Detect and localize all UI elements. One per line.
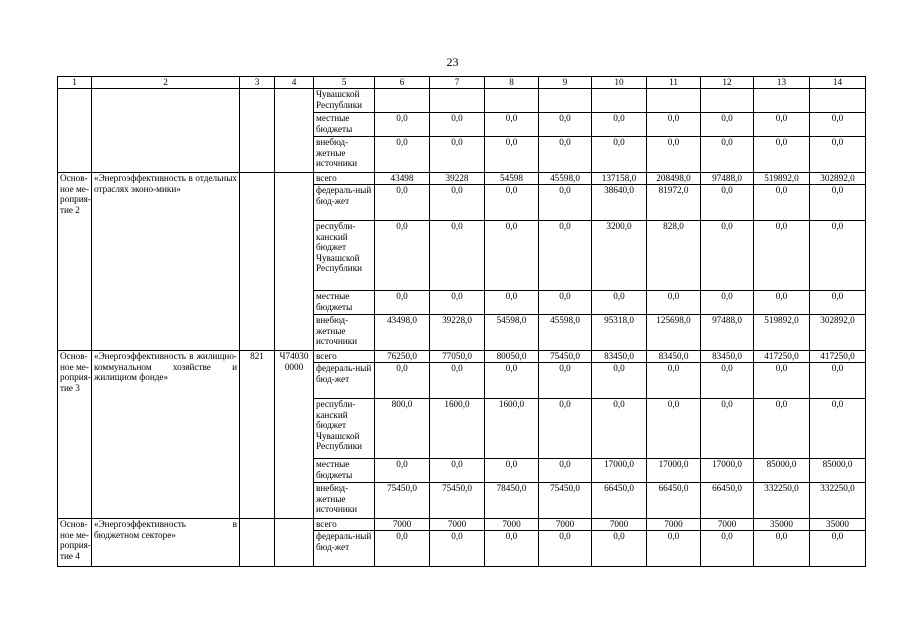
- value-cell: 0,0: [754, 531, 810, 567]
- value-cell: 0,0: [485, 459, 539, 483]
- value-cell: 0,0: [647, 531, 701, 567]
- value-cell: 43498,0: [375, 315, 430, 351]
- value-cell: 0,0: [701, 137, 754, 173]
- value-cell: 0,0: [754, 113, 810, 137]
- value-cell: 0,0: [539, 137, 592, 173]
- value-cell: [647, 89, 701, 113]
- header-cell: 7: [430, 77, 485, 89]
- event-code4: [275, 173, 314, 351]
- value-cell: 3200,0: [592, 221, 647, 291]
- source-cell: местные бюджеты: [314, 113, 375, 137]
- value-cell: 85000,0: [810, 459, 866, 483]
- value-cell: 7000: [430, 519, 485, 531]
- empty-cell: [58, 89, 92, 173]
- value-cell: 0,0: [810, 363, 866, 399]
- value-cell: 75450,0: [539, 483, 592, 519]
- source-cell: республи-канский бюджет Чувашской Республики: [314, 221, 375, 291]
- value-cell: 0,0: [430, 221, 485, 291]
- value-cell: 125698,0: [647, 315, 701, 351]
- value-cell: 54598: [485, 173, 539, 185]
- source-cell: всего: [314, 173, 375, 185]
- value-cell: 1600,0: [430, 399, 485, 459]
- value-cell: 302892,0: [810, 315, 866, 351]
- value-cell: 0,0: [592, 363, 647, 399]
- value-cell: 0,0: [539, 221, 592, 291]
- value-cell: [539, 89, 592, 113]
- table-row: [58, 173, 866, 185]
- value-cell: 0,0: [485, 185, 539, 221]
- value-cell: 7000: [592, 519, 647, 531]
- value-cell: 0,0: [485, 137, 539, 173]
- event-name: «Энергоэффективность в отдельных отраслях эконо-мики»: [92, 173, 240, 351]
- value-cell: 7000: [701, 519, 754, 531]
- value-cell: 0,0: [539, 531, 592, 567]
- value-cell: 519892,0: [754, 315, 810, 351]
- value-cell: 302892,0: [810, 173, 866, 185]
- source-cell: всего: [314, 519, 375, 531]
- value-cell: 0,0: [430, 137, 485, 173]
- value-cell: 0,0: [485, 221, 539, 291]
- value-cell: [430, 89, 485, 113]
- value-cell: 45598,0: [539, 173, 592, 185]
- value-cell: 0,0: [701, 363, 754, 399]
- event-code4: [275, 519, 314, 567]
- source-cell: внебюд-жетные источники: [314, 483, 375, 519]
- value-cell: 75450,0: [539, 351, 592, 363]
- value-cell: 83450,0: [701, 351, 754, 363]
- header-cell: 8: [485, 77, 539, 89]
- header-cell: 3: [240, 77, 275, 89]
- value-cell: [810, 89, 866, 113]
- source-cell: федераль-ный бюд-жет: [314, 363, 375, 399]
- value-cell: 0,0: [592, 291, 647, 315]
- value-cell: 17000,0: [647, 459, 701, 483]
- value-cell: 7000: [539, 519, 592, 531]
- header-cell: 14: [810, 77, 866, 89]
- value-cell: 7000: [647, 519, 701, 531]
- event-name: «Энергоэффективность в жилищно-коммунальном хозяйстве и жилищном фонде»: [92, 351, 240, 519]
- value-cell: 17000,0: [701, 459, 754, 483]
- value-cell: 0,0: [647, 363, 701, 399]
- value-cell: [485, 89, 539, 113]
- value-cell: 0,0: [430, 459, 485, 483]
- header-cell: 11: [647, 77, 701, 89]
- value-cell: 66450,0: [592, 483, 647, 519]
- event-label: Основ-ное ме-роприя-тие 2: [58, 173, 92, 351]
- value-cell: 78450,0: [485, 483, 539, 519]
- value-cell: 0,0: [810, 531, 866, 567]
- source-cell: местные бюджеты: [314, 291, 375, 315]
- table-row: [58, 89, 866, 113]
- value-cell: 85000,0: [754, 459, 810, 483]
- header-cell: 1: [58, 77, 92, 89]
- value-cell: 75450,0: [430, 483, 485, 519]
- value-cell: 0,0: [810, 399, 866, 459]
- value-cell: 83450,0: [647, 351, 701, 363]
- value-cell: 7000: [485, 519, 539, 531]
- value-cell: 81972,0: [647, 185, 701, 221]
- value-cell: 0,0: [430, 291, 485, 315]
- value-cell: 0,0: [810, 221, 866, 291]
- value-cell: 0,0: [647, 113, 701, 137]
- value-cell: 0,0: [647, 137, 701, 173]
- header-cell: 13: [754, 77, 810, 89]
- value-cell: 0,0: [754, 185, 810, 221]
- source-cell: Чувашской Республики: [314, 89, 375, 113]
- value-cell: 0,0: [592, 137, 647, 173]
- value-cell: 0,0: [754, 363, 810, 399]
- value-cell: [375, 89, 430, 113]
- value-cell: 66450,0: [701, 483, 754, 519]
- value-cell: 0,0: [430, 363, 485, 399]
- empty-cell: [92, 89, 240, 173]
- value-cell: 35000: [754, 519, 810, 531]
- event-code3: [240, 173, 275, 351]
- value-cell: 38640,0: [592, 185, 647, 221]
- value-cell: 0,0: [754, 137, 810, 173]
- value-cell: 0,0: [375, 291, 430, 315]
- value-cell: 0,0: [539, 399, 592, 459]
- value-cell: 45598,0: [539, 315, 592, 351]
- value-cell: 0,0: [485, 531, 539, 567]
- empty-cell: [275, 89, 314, 173]
- value-cell: 54598,0: [485, 315, 539, 351]
- header-cell: 5: [314, 77, 375, 89]
- value-cell: 43498: [375, 173, 430, 185]
- event-label: Основ-ное ме-роприя-тие 3: [58, 351, 92, 519]
- value-cell: 0,0: [701, 399, 754, 459]
- value-cell: 0,0: [375, 531, 430, 567]
- value-cell: 0,0: [485, 363, 539, 399]
- value-cell: 0,0: [592, 531, 647, 567]
- value-cell: 7000: [375, 519, 430, 531]
- value-cell: 0,0: [375, 459, 430, 483]
- value-cell: 35000: [810, 519, 866, 531]
- value-cell: 17000,0: [592, 459, 647, 483]
- value-cell: 0,0: [810, 291, 866, 315]
- value-cell: 0,0: [430, 531, 485, 567]
- value-cell: 0,0: [375, 137, 430, 173]
- value-cell: 0,0: [375, 185, 430, 221]
- value-cell: 332250,0: [754, 483, 810, 519]
- value-cell: 0,0: [592, 113, 647, 137]
- event-code3: 821: [240, 351, 275, 519]
- header-cell: 2: [92, 77, 240, 89]
- value-cell: 0,0: [375, 221, 430, 291]
- value-cell: 39228: [430, 173, 485, 185]
- value-cell: 0,0: [592, 399, 647, 459]
- value-cell: 0,0: [375, 363, 430, 399]
- table-header-row: [58, 77, 866, 89]
- event-name: «Энергоэффективность в бюджетном секторе»: [92, 519, 240, 567]
- value-cell: 137158,0: [592, 173, 647, 185]
- header-cell: 4: [275, 77, 314, 89]
- value-cell: 0,0: [701, 113, 754, 137]
- value-cell: 0,0: [754, 291, 810, 315]
- event-code4: Ч74030 0000: [275, 351, 314, 519]
- value-cell: 0,0: [754, 399, 810, 459]
- value-cell: 66450,0: [647, 483, 701, 519]
- empty-cell: [240, 89, 275, 173]
- table-row: [58, 351, 866, 363]
- value-cell: 0,0: [810, 113, 866, 137]
- source-cell: внебюд-жетные источники: [314, 137, 375, 173]
- header-cell: 12: [701, 77, 754, 89]
- source-cell: республи-канский бюджет Чувашской Республики: [314, 399, 375, 459]
- value-cell: 76250,0: [375, 351, 430, 363]
- value-cell: [592, 89, 647, 113]
- value-cell: 83450,0: [592, 351, 647, 363]
- source-cell: всего: [314, 351, 375, 363]
- value-cell: 97488,0: [701, 315, 754, 351]
- source-cell: местные бюджеты: [314, 459, 375, 483]
- value-cell: [701, 89, 754, 113]
- value-cell: 95318,0: [592, 315, 647, 351]
- value-cell: 519892,0: [754, 173, 810, 185]
- table-row: [58, 519, 866, 531]
- value-cell: 80050,0: [485, 351, 539, 363]
- budget-table: [57, 76, 866, 567]
- value-cell: 0,0: [539, 185, 592, 221]
- value-cell: 0,0: [647, 399, 701, 459]
- value-cell: 0,0: [647, 291, 701, 315]
- value-cell: 0,0: [430, 113, 485, 137]
- value-cell: 1600,0: [485, 399, 539, 459]
- value-cell: 0,0: [701, 291, 754, 315]
- value-cell: 75450,0: [375, 483, 430, 519]
- header-cell: 9: [539, 77, 592, 89]
- value-cell: 77050,0: [430, 351, 485, 363]
- value-cell: 800,0: [375, 399, 430, 459]
- value-cell: 0,0: [810, 137, 866, 173]
- value-cell: 208498,0: [647, 173, 701, 185]
- value-cell: 0,0: [539, 459, 592, 483]
- value-cell: 0,0: [375, 113, 430, 137]
- value-cell: 0,0: [754, 221, 810, 291]
- value-cell: 0,0: [539, 291, 592, 315]
- value-cell: 0,0: [485, 113, 539, 137]
- value-cell: 0,0: [539, 363, 592, 399]
- source-cell: федераль-ный бюд-жет: [314, 531, 375, 567]
- source-cell: внебюд-жетные источники: [314, 315, 375, 351]
- value-cell: 0,0: [701, 531, 754, 567]
- value-cell: 417250,0: [754, 351, 810, 363]
- header-cell: 6: [375, 77, 430, 89]
- header-cell: 10: [592, 77, 647, 89]
- value-cell: 417250,0: [810, 351, 866, 363]
- event-label: Основ-ное ме-роприя-тие 4: [58, 519, 92, 567]
- value-cell: 0,0: [539, 113, 592, 137]
- source-cell: федераль-ный бюд-жет: [314, 185, 375, 221]
- value-cell: [754, 89, 810, 113]
- value-cell: 0,0: [701, 221, 754, 291]
- value-cell: 0,0: [485, 291, 539, 315]
- value-cell: 39228,0: [430, 315, 485, 351]
- value-cell: 0,0: [810, 185, 866, 221]
- value-cell: 828,0: [647, 221, 701, 291]
- value-cell: 332250,0: [810, 483, 866, 519]
- value-cell: 97488,0: [701, 173, 754, 185]
- value-cell: 0,0: [701, 185, 754, 221]
- page-number: 23: [446, 55, 459, 69]
- value-cell: 0,0: [430, 185, 485, 221]
- event-code3: [240, 519, 275, 567]
